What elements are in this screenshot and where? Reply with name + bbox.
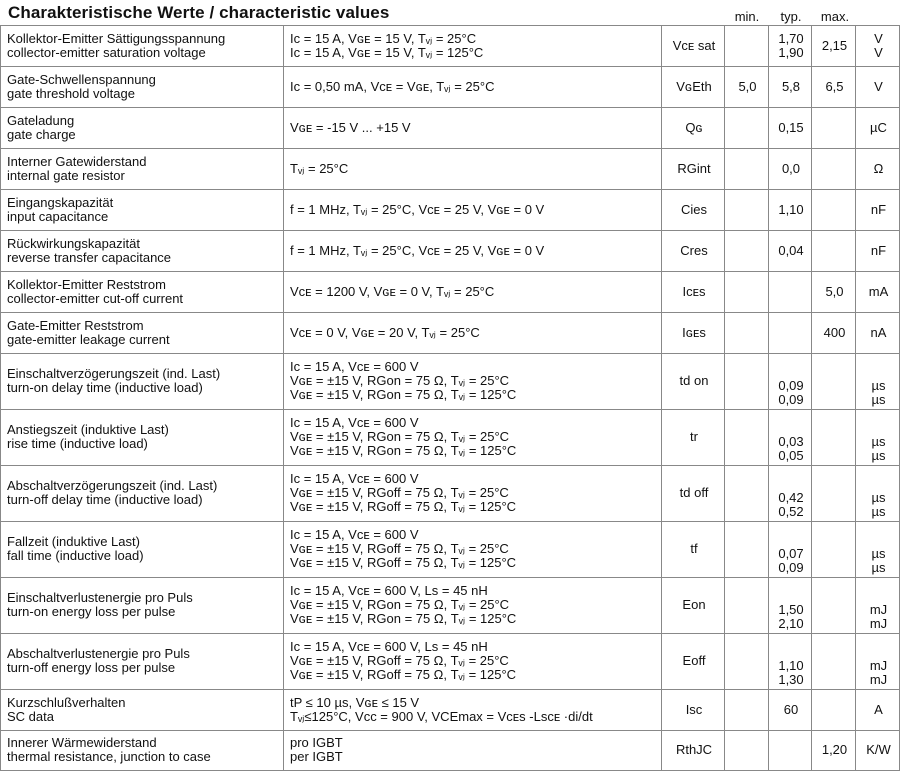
unit-value: µs [871, 392, 886, 407]
table-row [1, 149, 900, 190]
typ-value: 0,09 [778, 560, 804, 575]
parameter-name-en: SC data [7, 708, 54, 724]
symbol-cell [662, 690, 725, 731]
parameter-cell [1, 313, 284, 354]
typ-value: 60 [783, 701, 799, 717]
parameter-name-de: Kollektor-Emitter Sättigungsspannung [7, 30, 226, 46]
parameter-name-en: fall time (inductive load) [7, 548, 144, 563]
column-header-max: max. [820, 9, 850, 24]
condition-line: Vɢᴇ = ±15 V, RGoff = 75 Ω, Tᵥⱼ = 25°C [290, 485, 509, 500]
symbol-cell [662, 26, 725, 67]
parameter-name-de: Kurzschlußverhalten [7, 694, 126, 710]
condition-line: Tᵥⱼ≤125°C, Vᴄᴄ = 900 V, VCEmax = Vᴄᴇs -Lsᴄᴇ ·di/dt [290, 708, 593, 724]
symbol: td on [679, 373, 709, 388]
table-row [1, 466, 900, 522]
typ-value: 0,03 [778, 434, 804, 449]
unit-value: µs [871, 378, 886, 393]
condition-line: Iᴄ = 15 A, Vᴄᴇ = 600 V, Ls = 45 nH [290, 639, 488, 654]
typ-value: 1,70 [778, 30, 804, 46]
parameter-name-en: input capacitance [7, 208, 109, 224]
parameter-name-de: Rückwirkungskapazität [7, 235, 140, 251]
conditions-cell [284, 190, 662, 231]
unit-cell [856, 731, 900, 771]
condition-line: Iᴄ = 0,50 mA, Vᴄᴇ = Vɢᴇ, Tᵥⱼ = 25°C [290, 78, 495, 94]
typ-cell [769, 231, 812, 272]
table-row [1, 634, 900, 690]
max-cell [812, 731, 856, 771]
table-row [1, 354, 900, 410]
max-cell [812, 354, 856, 410]
parameter-name-en: collector-emitter cut-off current [7, 290, 184, 306]
unit-cell [856, 313, 900, 354]
section-title: Charakteristische Werte / characteristic values [8, 3, 390, 22]
condition-line: Vɢᴇ = ±15 V, RGoff = 75 Ω, Tᵥⱼ = 125°C [290, 667, 517, 682]
max-value: 5,0 [825, 283, 844, 299]
typ-value: 1,50 [778, 602, 804, 617]
typ-value: 0,42 [778, 490, 804, 505]
unit-value: nF [870, 201, 887, 217]
unit-cell [856, 466, 900, 522]
typ-cell [769, 634, 812, 690]
conditions-cell [284, 272, 662, 313]
unit-value: nF [870, 242, 887, 258]
symbol: Cres [680, 242, 708, 258]
conditions-cell [284, 731, 662, 771]
parameter-name-en: gate-emitter leakage current [7, 331, 170, 347]
conditions-cell [284, 231, 662, 272]
typ-value: 0,05 [778, 448, 804, 463]
parameter-name-en: reverse transfer capacitance [7, 249, 172, 265]
unit-value: mJ [869, 658, 888, 673]
typ-value: 1,10 [778, 201, 804, 217]
parameter-cell [1, 108, 284, 149]
conditions-cell [284, 634, 662, 690]
symbol: Iɢᴇs [682, 324, 706, 340]
parameter-name-en: turn-off energy loss per pulse [7, 660, 176, 675]
conditions-cell [284, 67, 662, 108]
symbol-cell [662, 190, 725, 231]
table-body [1, 26, 900, 771]
parameter-cell [1, 231, 284, 272]
min-cell [725, 231, 769, 272]
condition-line: Tᵥⱼ = 25°C [290, 160, 349, 176]
table-row [1, 67, 900, 108]
parameter-name-de: Anstiegszeit (induktive Last) [7, 422, 169, 437]
parameter-cell [1, 522, 284, 578]
symbol-cell [662, 272, 725, 313]
symbol: RthJC [675, 742, 713, 757]
conditions-cell [284, 466, 662, 522]
condition-line: Vɢᴇ = ±15 V, RGon = 75 Ω, Tᵥⱼ = 125°C [290, 443, 517, 458]
typ-cell [769, 578, 812, 634]
symbol-cell [662, 313, 725, 354]
unit-cell [856, 354, 900, 410]
typ-value: 0,09 [778, 392, 804, 407]
symbol: Qɢ [685, 119, 703, 135]
parameter-name-en: gate threshold voltage [7, 85, 135, 101]
unit-value: V [874, 44, 883, 60]
typ-value: 0,04 [778, 242, 804, 258]
max-cell [812, 272, 856, 313]
min-cell [725, 272, 769, 313]
max-cell [812, 634, 856, 690]
unit-value: µs [871, 490, 886, 505]
min-cell [725, 190, 769, 231]
conditions-cell [284, 108, 662, 149]
min-cell [725, 690, 769, 731]
parameter-cell [1, 578, 284, 634]
table-row [1, 690, 900, 731]
table-row [1, 231, 900, 272]
condition-line: per IGBT [290, 749, 343, 764]
unit-value: mJ [869, 672, 888, 687]
parameter-name-en: gate charge [7, 126, 76, 142]
max-cell [812, 410, 856, 466]
unit-cell [856, 190, 900, 231]
table-header [0, 0, 900, 26]
parameter-cell [1, 731, 284, 771]
parameter-name-en: thermal resistance, junction to case [7, 749, 211, 764]
unit-cell [856, 690, 900, 731]
unit-cell [856, 272, 900, 313]
typ-value: 0,52 [778, 504, 804, 519]
condition-line: Iᴄ = 15 A, Vɢᴇ = 15 V, Tᵥⱼ = 125°C [290, 44, 484, 60]
typ-cell [769, 690, 812, 731]
condition-line: Iᴄ = 15 A, Vᴄᴇ = 600 V, Ls = 45 nH [290, 583, 488, 598]
condition-line: Vɢᴇ = ±15 V, RGoff = 75 Ω, Tᵥⱼ = 125°C [290, 555, 517, 570]
parameter-cell [1, 410, 284, 466]
parameter-cell [1, 149, 284, 190]
symbol-cell [662, 578, 725, 634]
parameter-name-de: Gateladung [7, 112, 75, 128]
typ-value: 5,8 [781, 78, 801, 94]
symbol-cell [662, 231, 725, 272]
column-header-typ: typ. [780, 9, 802, 24]
unit-cell [856, 578, 900, 634]
unit-value: µs [871, 560, 886, 575]
symbol: Iᴄᴇs [682, 283, 706, 299]
parameter-name-de: Fallzeit (induktive Last) [7, 534, 140, 549]
unit-cell [856, 26, 900, 67]
condition-line: Iᴄ = 15 A, Vᴄᴇ = 600 V [290, 359, 419, 374]
condition-line: Vɢᴇ = ±15 V, RGon = 75 Ω, Tᵥⱼ = 25°C [290, 429, 510, 444]
typ-cell [769, 149, 812, 190]
min-cell [725, 731, 769, 771]
min-cell [725, 466, 769, 522]
typ-value: 1,90 [778, 44, 804, 60]
parameter-cell [1, 634, 284, 690]
condition-line: Vɢᴇ = ±15 V, RGon = 75 Ω, Tᵥⱼ = 125°C [290, 611, 517, 626]
typ-value: 0,07 [778, 546, 804, 561]
parameter-cell [1, 354, 284, 410]
typ-cell [769, 410, 812, 466]
condition-line: Vᴄᴇ = 0 V, Vɢᴇ = 20 V, Tᵥⱼ = 25°C [290, 324, 480, 340]
symbol-cell [662, 67, 725, 108]
parameter-name-de: Eingangskapazität [7, 194, 114, 210]
conditions-cell [284, 354, 662, 410]
symbol: VɢEth [676, 78, 712, 94]
condition-line: f = 1 MHz, Tᵥⱼ = 25°C, Vᴄᴇ = 25 V, Vɢᴇ = 0 V [290, 242, 545, 258]
condition-line: Iᴄ = 15 A, Vᴄᴇ = 600 V [290, 527, 419, 542]
table-row [1, 272, 900, 313]
max-value: 2,15 [821, 37, 848, 53]
max-cell [812, 67, 856, 108]
symbol: tf [690, 541, 698, 556]
column-header-min: min. [734, 9, 760, 24]
symbol: Eon [682, 597, 706, 612]
parameter-name-en: turn-off delay time (inductive load) [7, 492, 203, 507]
unit-cell [856, 108, 900, 149]
typ-value: 1,10 [778, 658, 804, 673]
symbol-cell [662, 149, 725, 190]
unit-value: mJ [869, 616, 888, 631]
table-row [1, 731, 900, 771]
parameter-name-de: Gate-Emitter Reststrom [7, 317, 144, 333]
max-cell [812, 108, 856, 149]
symbol-cell [662, 634, 725, 690]
symbol-cell [662, 522, 725, 578]
parameter-name-en: rise time (inductive load) [7, 436, 148, 451]
unit-value: mJ [869, 602, 888, 617]
conditions-cell [284, 522, 662, 578]
condition-line: Vɢᴇ = ±15 V, RGoff = 75 Ω, Tᵥⱼ = 125°C [290, 499, 517, 514]
conditions-cell [284, 26, 662, 67]
unit-cell [856, 410, 900, 466]
typ-cell [769, 354, 812, 410]
unit-value: nA [870, 324, 887, 340]
table-row [1, 108, 900, 149]
unit-value: V [874, 78, 883, 94]
table-row [1, 26, 900, 67]
symbol: RGint [677, 160, 711, 176]
max-value: 1,20 [821, 742, 848, 757]
typ-value: 2,10 [778, 616, 804, 631]
conditions-cell [284, 578, 662, 634]
typ-cell [769, 108, 812, 149]
max-cell [812, 190, 856, 231]
unit-cell [856, 149, 900, 190]
condition-line: f = 1 MHz, Tᵥⱼ = 25°C, Vᴄᴇ = 25 V, Vɢᴇ = 0 V [290, 201, 545, 217]
min-cell [725, 578, 769, 634]
parameter-name-en: collector-emitter saturation voltage [7, 44, 206, 60]
max-cell [812, 522, 856, 578]
symbol: Vᴄᴇ sat [672, 37, 716, 53]
max-cell [812, 149, 856, 190]
unit-value: K/W [866, 742, 891, 757]
typ-value: 0,15 [778, 119, 804, 135]
parameter-cell [1, 26, 284, 67]
parameter-name-en: internal gate resistor [7, 167, 125, 183]
condition-line: Vɢᴇ = -15 V ... +15 V [290, 119, 411, 135]
typ-cell [769, 522, 812, 578]
typ-cell [769, 313, 812, 354]
parameter-cell [1, 190, 284, 231]
characteristic-values-table [0, 25, 900, 771]
parameter-name-de: Abschaltverlustenergie pro Puls [7, 646, 190, 661]
parameter-cell [1, 466, 284, 522]
unit-value: µs [871, 504, 886, 519]
parameter-cell [1, 690, 284, 731]
unit-value: µs [871, 546, 886, 561]
min-cell [725, 149, 769, 190]
symbol-cell [662, 410, 725, 466]
conditions-cell [284, 149, 662, 190]
min-cell [725, 522, 769, 578]
min-cell [725, 26, 769, 67]
unit-value: V [874, 30, 883, 46]
symbol: td off [679, 485, 709, 500]
parameter-name-de: Innerer Wärmewiderstand [7, 735, 157, 750]
unit-value: Ω [873, 160, 884, 176]
condition-line: Vɢᴇ = ±15 V, RGon = 75 Ω, Tᵥⱼ = 125°C [290, 387, 517, 402]
parameter-name-de: Einschaltverzögerungszeit (ind. Last) [7, 366, 221, 381]
min-cell [725, 410, 769, 466]
condition-line: Iᴄ = 15 A, Vᴄᴇ = 600 V [290, 415, 419, 430]
parameter-name-en: turn-on delay time (inductive load) [7, 380, 203, 395]
min-value: 5,0 [738, 78, 757, 94]
unit-value: µs [871, 448, 886, 463]
max-cell [812, 466, 856, 522]
max-value: 6,5 [825, 78, 844, 94]
unit-value: mA [868, 283, 889, 299]
parameter-name-de: Einschaltverlustenergie pro Puls [7, 590, 193, 605]
min-cell [725, 354, 769, 410]
parameter-cell [1, 272, 284, 313]
unit-cell [856, 67, 900, 108]
condition-line: pro IGBT [290, 735, 343, 750]
typ-cell [769, 272, 812, 313]
symbol-cell [662, 466, 725, 522]
parameter-name-de: Gate-Schwellenspannung [7, 71, 156, 87]
unit-value: µs [871, 434, 886, 449]
parameter-name-en: turn-on energy loss per pulse [7, 604, 176, 619]
symbol-cell [662, 354, 725, 410]
unit-cell [856, 522, 900, 578]
symbol: Cies [680, 201, 707, 217]
unit-cell [856, 634, 900, 690]
condition-line: Vɢᴇ = ±15 V, RGoff = 75 Ω, Tᵥⱼ = 25°C [290, 541, 509, 556]
typ-cell [769, 190, 812, 231]
max-cell [812, 313, 856, 354]
typ-cell [769, 466, 812, 522]
typ-cell [769, 26, 812, 67]
max-cell [812, 231, 856, 272]
condition-line: Vɢᴇ = ±15 V, RGon = 75 Ω, Tᵥⱼ = 25°C [290, 373, 510, 388]
symbol: Eoff [682, 653, 706, 668]
conditions-cell [284, 313, 662, 354]
min-cell [725, 313, 769, 354]
symbol: tr [690, 429, 698, 444]
condition-line: Iᴄ = 15 A, Vᴄᴇ = 600 V [290, 471, 419, 486]
table-row [1, 522, 900, 578]
unit-value: µC [870, 119, 887, 135]
parameter-name-de: Kollektor-Emitter Reststrom [7, 276, 166, 292]
min-cell [725, 634, 769, 690]
parameter-name-de: Interner Gatewiderstand [7, 153, 147, 169]
condition-line: Vɢᴇ = ±15 V, RGon = 75 Ω, Tᵥⱼ = 25°C [290, 597, 510, 612]
min-cell [725, 108, 769, 149]
table-row [1, 578, 900, 634]
unit-cell [856, 231, 900, 272]
table-row [1, 410, 900, 466]
max-cell [812, 578, 856, 634]
condition-line: Vᴄᴇ = 1200 V, Vɢᴇ = 0 V, Tᵥⱼ = 25°C [290, 283, 495, 299]
condition-line: Iᴄ = 15 A, Vɢᴇ = 15 V, Tᵥⱼ = 25°C [290, 30, 477, 46]
typ-value: 1,30 [778, 672, 804, 687]
typ-value: 0,0 [781, 160, 801, 176]
parameter-name-de: Abschaltverzögerungszeit (ind. Last) [7, 478, 218, 493]
max-value: 400 [823, 324, 846, 340]
typ-cell [769, 731, 812, 771]
max-cell [812, 26, 856, 67]
table-row [1, 190, 900, 231]
table-row [1, 313, 900, 354]
unit-value: A [874, 701, 883, 717]
parameter-cell [1, 67, 284, 108]
typ-cell [769, 67, 812, 108]
symbol-cell [662, 108, 725, 149]
typ-value: 0,09 [778, 378, 804, 393]
max-cell [812, 690, 856, 731]
symbol: Isc [685, 701, 703, 717]
symbol-cell [662, 731, 725, 771]
conditions-cell [284, 410, 662, 466]
condition-line: Vɢᴇ = ±15 V, RGoff = 75 Ω, Tᵥⱼ = 25°C [290, 653, 509, 668]
conditions-cell [284, 690, 662, 731]
condition-line: tP ≤ 10 µs, Vɢᴇ ≤ 15 V [290, 694, 420, 710]
min-cell [725, 67, 769, 108]
